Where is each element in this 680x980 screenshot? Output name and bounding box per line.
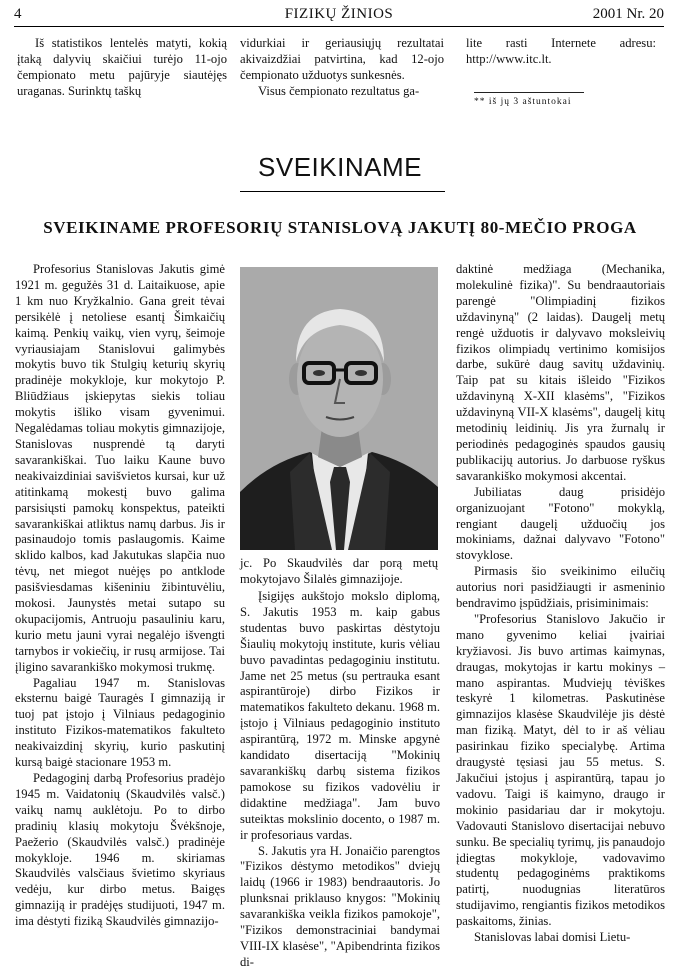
article-column-1 bbox=[15, 262, 225, 930]
paragraph: Pedagoginį darbą Profesorius pradėjo 1945 m. Vaidatonių (Skaudvilės valsč.) vaikų namų auklėtoju. Po to dirbo pradinių klasių mokytoju Švėkšnoje, Paežerio (Skaudvilės valsč.) pradinėje mokykloje. 1946 m. skiriamas Skaudvilės valsčiaus švietimo skyriaus vedėju, kur dirbo metus. Baigęs gimnaziją ir pradėjęs studijuoti, 1947 m. ima dėstyti fiziką Skaudvilės gimnazijo- bbox=[15, 771, 225, 929]
top-column-1 bbox=[17, 36, 227, 100]
paragraph: Visus čempionato rezultatus ga- bbox=[258, 83, 420, 98]
paragraph: vidurkiai ir geriausiųjų rezultatai akivaizdžiai patvirtina, kad 12-ojo čempionato užduotys sunkesnės. bbox=[240, 36, 444, 82]
paragraph: Stanislovas labai domisi Lietu- bbox=[474, 930, 631, 945]
article-column-2 bbox=[240, 589, 440, 971]
page-header bbox=[14, 6, 664, 26]
paragraph: Pagaliau 1947 m. Stanislovas eksternu baigė Tauragės I gimnaziją ir tuoj pat įstojo į Vilniaus pedagoginio instituto Fizikos-matematikos fakulteto neakivaizdinį skyrių, kurio paskutinį kursą baigė stacionare 1953 m. bbox=[15, 675, 225, 770]
paragraph: Profesorius Stanislovas Jakutis gimė 1921 m. gegužės 31 d. Laitaikuose, apie 1 km nuo Kryžkalnio. Gana greit tėvai persikėlė į netoliese esantį Šimkaičių kaimą. Penkių vaikų, vien vyrų, šeimoje vyriausiajam Stanislovui galimybės mokytis buvo tik Stulgių keturių skyrių pradinėje mokykloje, kur mokytojo P. Bliūdžiaus įskiepytas siekis toliau mokytis išliko visam gyvenimui. Negalėdamas toliau mokytis gimnazijoje, Stanislovas nusprendė tą daryti savarankiškai. Tuo laiku Kaune buvo neakivaizdiniai savišvietos kursai, kur už atitinkamą mokestį buvo galima parsisiųsti pamokų konspektus, pateikti savarankiškai atliktus namų darbus. Jis ir pasinaudojo tomis paslaugomis. Kaime sklido kalbos, kad Jakutukas slapčia nuo tėvų, net miegot nuėjęs po antklode pasišviesdamas kišeniniu žibintuvėliu, mokosi. Jaunystės metai sutapo su okupacijomis, Antruoju pasauliniu karu, kurio metu jauni vyrai negalėjo išvengti tarnybos ir vokiečių, ir rusų armijose. Tai įligino savarankiško mokymosi trukmę. bbox=[15, 262, 225, 674]
paragraph: "Profesorius Stanislovo Jakučio ir mano gyvenimo keliai įvairiai kryžiavosi. Jis buvo artimas kaimynas, draugas, mokytojas ir kartu mokinys – mano aspirantas. Mudviejų tėviškes teskyrė 1 kilometras. Paskutinėse gimnazijos klasėse Skaudvilėje jis dėstė man fiziką. Matyt, dėl to ir aš vėliau pasirinkau fiziko specialybę. Artima draugystė tęsiasi jau 55 metus. S. Jakučiui įstojus į aspirantūrą, tapau jo vadovu. Taigi iš kaimyno, draugo ir mokinio pasidariau dar ir mokytoju. Vadovauti Stanislovo disertacijai nebuvo sunku. Be specialių tyrimų, jis panaudojo įdiegtas mokykloje, vadovavimo studentų pedagoginėms praktikoms patirtį, nuodugnias literatūros studijavimo, rengiantis fizikos metodikos paskaitoms, žinias. bbox=[456, 611, 665, 929]
section-title: SVEIKINAME bbox=[258, 152, 422, 182]
page-number: 4 bbox=[14, 6, 22, 22]
journal-title: FIZIKŲ ŽINIOS bbox=[284, 6, 394, 22]
paragraph: daktinė medžiaga (Mechanika, molekulinė fizika)". Su bendraautoriais parengė "Olimpiadinį fizikos uždavinyną" (2 laidas). Daugelį metų rengė užduotis ir dalyvavo moksleivių fizikos olimpiadų vertinimo komisijos darbe, sukūrė daug savitų uždavinių. Taip pat su kitais išleido "Fizikos uždavinyną X-XII klasėms", "Fizikos uždavinyną VII-X klasėms", daugelį kitų metodinių leidinių. Jis yra žurnalų ir periodinės pedagoginės spaudos gausių publikacijų autorius. Jo darbuose ryškus savarankiško mokymosi akcentai. bbox=[456, 262, 665, 483]
footnote: ** iš jų 3 aštuntokai bbox=[474, 97, 572, 107]
footnote-rule bbox=[474, 92, 584, 93]
photo-caption-text bbox=[240, 556, 438, 588]
header-rule bbox=[14, 26, 664, 27]
paragraph: Jubiliatas daug prisidėjo organizuojant "Fotono" mokyklą, rengiant daugelį užduočių jos mokiniams, dažnai dalyvavo "Fotono" stovyklose. bbox=[456, 484, 665, 563]
photo-caption: jc. Po Skaudvilės dar porą metų mokytojavo Šilalės gimnazijoje. bbox=[240, 556, 438, 586]
paragraph: Įsigijęs aukštojo mokslo diplomą, S. Jakutis 1953 m. kaip gabus studentas buvo paskirtas dėstytoju Šiaulių mokytojų institute, kuris vėliau buvo pavadintas pedagoginiu institutu. Jame net 25 metus (su pertrauka esant aspirantūroje) dirbo Fizikos ir matematikos fakulteto dekanu. 1968 m. įstojo į Vilniaus pedagoginio instituto aspirantūrą, 1972 m. Minske apgynė kandidato disertaciją "Mokinių savarankiškų darbų sistema fizikos pamokose su fizikos vadovėliu ir didaktine medžiaga". Jam buvo suteiktas mokslinio docento, o 1987 m. ir profesoriaus vardas. bbox=[240, 589, 440, 842]
paragraph: Pirmasis šio sveikinimo eilučių autorius nori pasidžiaugti ir asmeninio bendravimo įspūdžiais, prisiminimais: bbox=[456, 564, 665, 611]
paragraph: Iš statistikos lentelės matyti, kokią įtaką dalyvių skaičiui turėjo 11-ojo čempionato metu pajūryje siautėjęs uraganas. Surinktų taškų bbox=[17, 36, 227, 98]
article-column-3 bbox=[456, 262, 665, 946]
article-headline: SVEIKINAME PROFESORIŲ STANISLOVĄ JAKUTĮ 80-MEČIO PROGA bbox=[43, 218, 637, 237]
portrait-photo bbox=[240, 267, 438, 550]
issue-label: 2001 Nr. 20 bbox=[592, 6, 664, 22]
paragraph: lite rasti Internete adresu: http://www.itc.lt. bbox=[466, 36, 656, 66]
top-column-3 bbox=[466, 36, 656, 68]
section-rule bbox=[240, 191, 445, 192]
paragraph: S. Jakutis yra H. Jonaičio parengtos "Fizikos dėstymo metodikos" dviejų laidų (1966 ir 1983) bendraautoris. Jo plunksnai priklauso knygos: "Mokinių savarankiška veikla fizikos pamokoje", "Fizikos demonstraciniai bandymai VIII-IX klasėse", "Apibendrinta fizikos di- bbox=[240, 843, 440, 969]
top-column-2 bbox=[240, 36, 444, 100]
